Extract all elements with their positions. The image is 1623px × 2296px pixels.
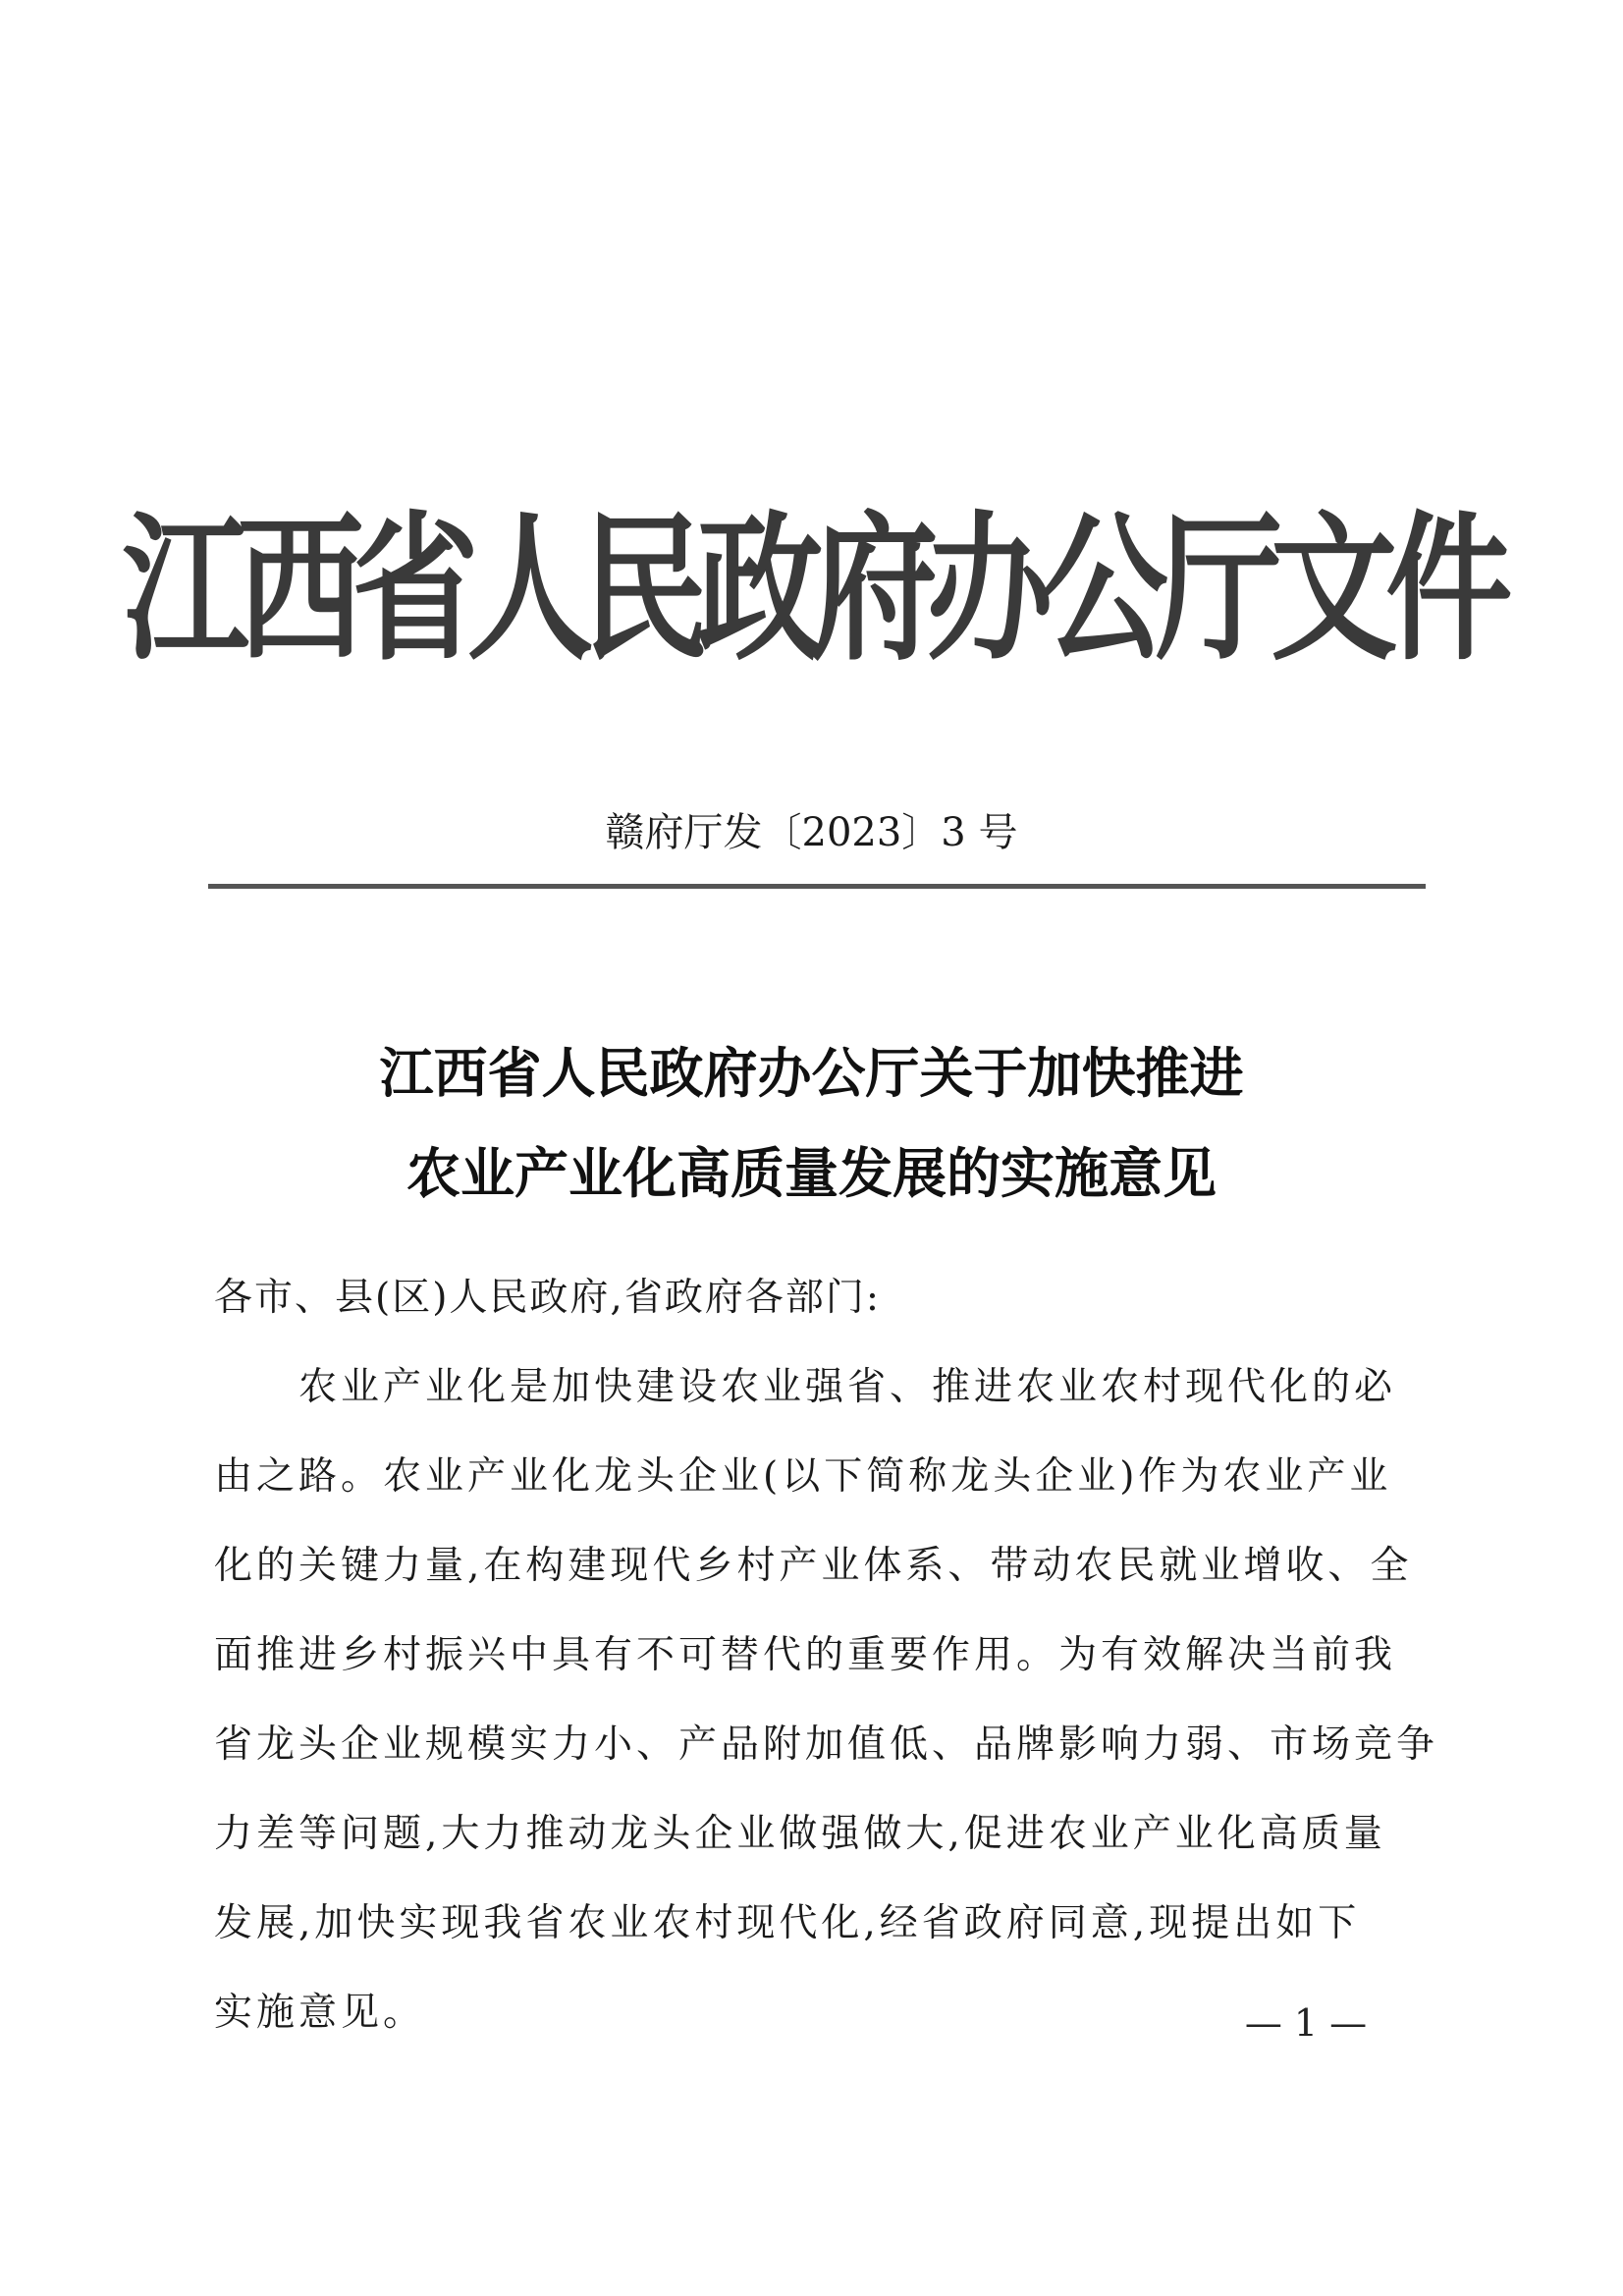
body-line: 省龙头企业规模实力小、产品附加值低、品牌影响力弱、市场竞争 xyxy=(214,1722,1439,1767)
document-masthead: 江西省人民政府办公厅文件 xyxy=(122,495,1501,683)
document-number: 赣府厅发〔2023〕3 号 xyxy=(605,810,1018,855)
document-title-line-2: 农业产业化高质量发展的实施意见 xyxy=(406,1141,1217,1205)
page-number: — 1 — xyxy=(1244,2001,1368,2045)
salutation: 各市、县(区)人民政府,省政府各部门: xyxy=(214,1276,881,1320)
body-line: 面推进乡村振兴中具有不可替代的重要作用。为有效解决当前我 xyxy=(214,1633,1397,1677)
document-title-line-1: 江西省人民政府办公厅关于加快推进 xyxy=(379,1041,1244,1105)
body-line: 实施意见。 xyxy=(214,1991,426,2035)
body-line: 化的关键力量,在构建现代乡村产业体系、带动农民就业增收、全 xyxy=(214,1544,1413,1588)
body-line: 发展,加快实现我省农业农村现代化,经省政府同意,现提出如下 xyxy=(214,1901,1361,1945)
body-line: 由之路。农业产业化龙头企业(以下简称龙头企业)作为农业产业 xyxy=(214,1454,1392,1499)
masthead-divider xyxy=(208,884,1426,889)
body-line: 农业产业化是加快建设农业强省、推进农业农村现代化的必 xyxy=(214,1365,1397,1409)
body-line: 力差等问题,大力推动龙头企业做强做大,促进农业产业化高质量 xyxy=(214,1812,1386,1856)
